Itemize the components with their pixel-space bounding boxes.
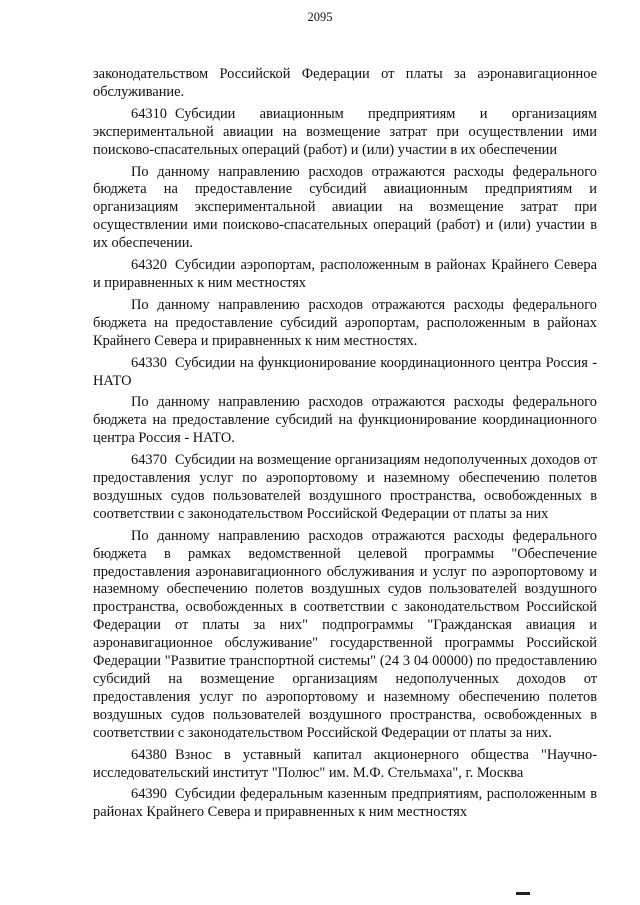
scan-mark [516,892,530,895]
expense-code: 64380 [131,746,167,763]
expense-code: 64370 [131,452,167,469]
page-number: 2095 [307,10,333,24]
paragraph-text: Субсидии аэропортам, расположенным в районах Крайнего Севера и приравненных к ним местностях [93,257,597,291]
paragraph-expense-64390 [93,786,597,822]
paragraph-text: Взнос в уставный капитал акционерного общества "Научно-исследовательский институт "Полюс" им. М.Ф. Стельмаха", г. Москва [93,746,597,781]
paragraph-text: Субсидии на функционирование координационного центра Россия - НАТО [93,354,597,389]
paragraph-expense-64380 [93,747,597,783]
paragraph-text: законодательством Российской Федерации от платы за аэронавигационное обслуживание. [93,66,597,100]
paragraph-expense-64320 [93,257,597,293]
paragraph-text: По данному направлению расходов отражаются расходы федерального бюджета на предоставление субсидий аэропортам, расположенным в районах Крайнего Севера и приравненных к ним местностях. [93,296,597,349]
paragraph-text: Субсидии федеральным казенным предприятиям, расположенным в районах Крайнего Севера и приравненных к ним местностях [93,786,597,821]
paragraph-continuation [93,66,597,102]
paragraph-text: По данному направлению расходов отражаются расходы федерального бюджета на предоставление субсидий авиационным предприятиям и организациям экспериментальной авиации на возмещение затрат при осуществлении ими поисково-спасательных операций (работ) и (или) участии в их обеспечении. [93,163,597,252]
paragraph-description [93,528,597,743]
paragraph-text: По данному направлению расходов отражаются расходы федерального бюджета в рамках ведомственной целевой программы "Обеспечение предоставления аэронавигационного обслуживания и услуг по аэропортовому и наземному обеспечению полетов воздушных судов пользователей воздушного пространства, освобожденных в соответствии с законодательством Российской Федерации от платы за них" подпрограммы "Гражданская авиация и аэронавигационное обслуживание" государственной программы Российской Федерации "Развитие транспортной системы" (24 3 04 00000) по предоставлению субсидий на возмещение организациям недополученных доходов от предоставления услуг по аэропортовому и наземному обеспечению полетов воздушных судов пользователей воздушного пространства, освобожденных в соответствии с законодательством Российской Федерации от платы за них. [93,527,597,741]
paragraph-description [93,297,597,351]
expense-code: 64310 [131,105,167,122]
paragraph-expense-64370 [93,452,597,524]
expense-code: 64330 [131,354,167,371]
paragraph-expense-64330 [93,355,597,391]
paragraph-description [93,394,597,448]
paragraph-text: По данному направлению расходов отражаются расходы федерального бюджета на предоставление субсидий на функционирование координационного центра Россия - НАТО. [93,394,597,447]
paragraph-text: Субсидии на возмещение организациям недополученных доходов от предоставления услуг по аэропортовому и наземному обеспечению полетов воздушных судов пользователей воздушного пространства, освобожденных в соответствии с законодательством Российской Федерации от платы за них [93,452,597,522]
expense-code: 64320 [131,257,167,274]
paragraph-description [93,164,597,254]
paragraph-expense-64310 [93,106,597,160]
document-body [93,66,597,826]
paragraph-text: Субсидии авиационным предприятиям и организациям экспериментальной авиации на возмещение затрат при осуществлении ими поисково-спасательных операций (работ) и (или) участии в их обеспечении [93,105,597,158]
expense-code: 64390 [131,786,167,803]
